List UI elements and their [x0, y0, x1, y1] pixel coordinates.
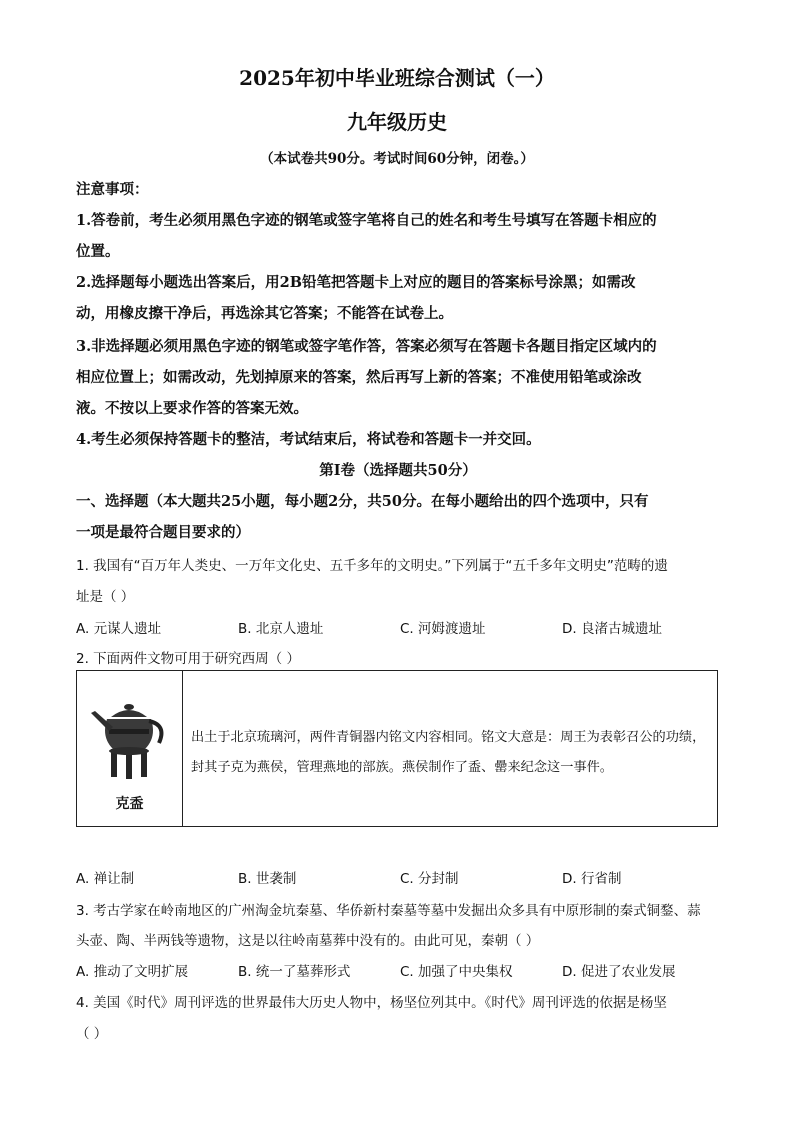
question-1-stem: 1. 我国有“百万年人类史、一万年文化史、五千多年的文明史。”下列属于“五千多年文明史”范畴的遗 — [76, 558, 668, 574]
note-line: 动，用橡皮擦干净后，再选涂其它答案；不能答在试卷上。 — [76, 305, 453, 322]
note-line: 4.考生必须保持答题卡的整洁，考试结束后，将试卷和答题卡一并交回。 — [76, 431, 541, 448]
option-c: C. 河姆渡遗址 — [400, 621, 486, 637]
option-a: A. 元谋人遗址 — [76, 621, 162, 637]
artifact-description: 出土于北京琉璃河，两件青铜器内铭文内容相同。铭文大意是：周王为表彰召公的功绩，封其子克为燕侯，管理燕地的部族。燕侯制作了盉、罍来纪念这一事件。 — [191, 730, 706, 775]
table-divider — [182, 671, 183, 826]
note-line: 2.选择题每小题选出答案后，用2B铅笔把答题卡上对应的题目的答案标号涂黑；如需改 — [76, 274, 636, 291]
artifact-table — [76, 670, 718, 827]
option-a: A. 禅让制 — [76, 871, 135, 887]
option-d: D. 促进了农业发展 — [562, 964, 676, 980]
note-line: 相应位置上；如需改动，先划掉原来的答案，然后再写上新的答案；不准使用铅笔或涂改 — [76, 369, 642, 386]
note-line: 液。不按以上要求作答的答案无效。 — [76, 400, 308, 417]
option-d: D. 良渚古城遗址 — [562, 621, 662, 637]
option-c: C. 分封制 — [400, 871, 459, 887]
question-4-stem: 4. 美国《时代》周刊评选的世界最伟大历史人物中，杨坚位列其中。《时代》周刊评选的依据是杨坚 — [76, 995, 667, 1011]
section-instructions: 一项是最符合题目要求的） — [76, 524, 250, 541]
question-4-stem: （ ） — [76, 1026, 108, 1042]
option-b: B. 统一了墓葬形式 — [238, 964, 351, 980]
subject-title: 九年级历史 — [347, 110, 447, 134]
option-b: B. 北京人遗址 — [238, 621, 324, 637]
exam-info: （本试卷共90分。考试时间60分钟，闭卷。） — [260, 151, 534, 167]
bronze-he-vessel-image — [87, 691, 173, 801]
note-line: 1.答卷前，考生必须用黑色字迹的钢笔或签字笔将自己的姓名和考生号填写在答题卡相应的 — [76, 212, 657, 229]
artifact-caption: 克盉 — [115, 796, 144, 812]
note-line: 3.非选择题必须用黑色字迹的钢笔或签字笔作答，答案必须写在答题卡各题目指定区域内的 — [76, 338, 657, 355]
option-b: B. 世袭制 — [238, 871, 297, 887]
option-c: C. 加强了中央集权 — [400, 964, 513, 980]
notes-heading: 注意事项： — [76, 181, 149, 198]
option-a: A. 推动了文明扩展 — [76, 964, 189, 980]
question-2-stem: 2. 下面两件文物可用于研究西周（ ） — [76, 651, 300, 667]
question-3-stem: 头壶、陶、半两钱等遗物，这是以往岭南墓葬中没有的。由此可见，秦朝（ ） — [76, 933, 540, 949]
section-instructions: 一、选择题（本大题共25小题，每小题2分，共50分。在每小题给出的四个选项中，只有 — [76, 493, 649, 510]
option-d: D. 行省制 — [562, 871, 622, 887]
question-3-stem: 3. 考古学家在岭南地区的广州淘金坑秦墓、华侨新村秦墓等墓中发掘出众多具有中原形制的秦式铜鍪、蒜 — [76, 903, 701, 919]
section-title: 第Ⅰ卷（选择题共50分） — [319, 462, 477, 479]
exam-title: 2025年初中毕业班综合测试（一） — [239, 66, 555, 90]
note-line: 位置。 — [76, 243, 120, 260]
question-1-stem: 址是（ ） — [76, 589, 135, 605]
